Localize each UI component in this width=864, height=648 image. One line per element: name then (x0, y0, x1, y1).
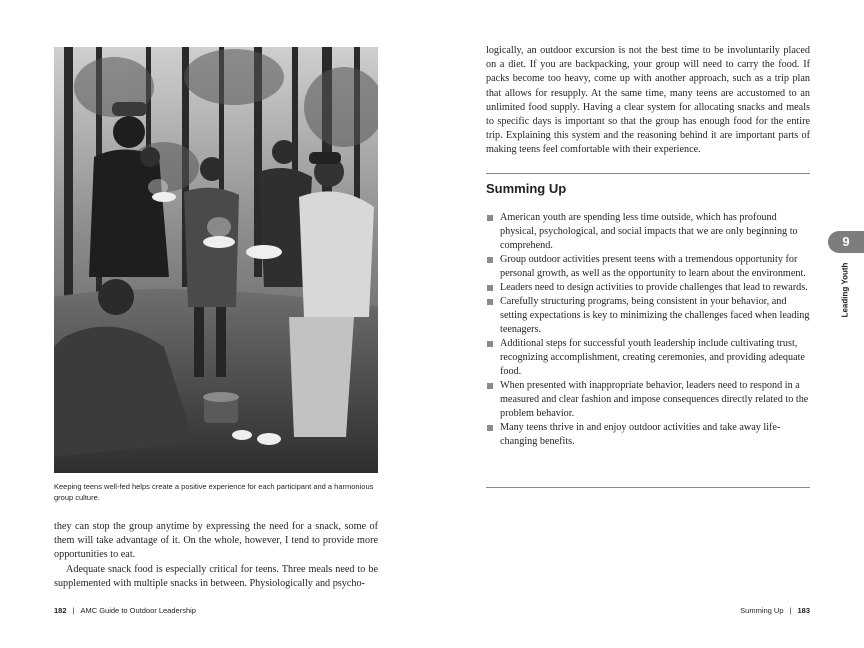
summary-item-text: Additional steps for successful youth leadership include cultivating trust, recognizing accomplishment, creating ceremonies, and providing adequate food. (500, 338, 805, 377)
footer-separator: | (72, 606, 75, 615)
summary-item (486, 379, 810, 421)
summary-item-text: Group outdoor activities present teens with a tremendous opportunity for personal growth, as well as the opportunity to learn about the environment. (500, 254, 806, 279)
section-heading: Summing Up (486, 181, 567, 196)
right-paragraph: logically, an outdoor excursion is not the best time to be involuntarily placed on a diet. If you are backpacking, your group will need to carry the food. If packs become too heavy, come up with another approach, such as a trip plan that allows for resupply. At the same time, many teens are accustomed to an unlimited food supply. Having a clear system for allocating snacks and meals to specific days is important so that the group has enough food for the entire trip. Explaining this system and the reasoning behind it are important parts of making teens feel comfortable with their experience. (486, 45, 810, 156)
left-paragraph: Adequate snack food is especially critical for teens. Three meals need to be supplemented with multiple snacks in between. Physiologically and psycho- (54, 563, 378, 589)
square-bullet-icon (487, 299, 493, 305)
summary-item (486, 337, 810, 379)
summary-item (486, 421, 810, 449)
photo-illustration (54, 47, 378, 473)
right-page-number: 183 (797, 606, 810, 615)
right-body-text (486, 44, 810, 158)
summary-item (486, 295, 810, 337)
section-bottom-rule (486, 487, 810, 488)
footer-left (54, 606, 196, 615)
summary-item (486, 281, 810, 295)
summary-list (486, 211, 810, 449)
left-body-text (54, 520, 378, 591)
left-paragraph: they can stop the group anytime by expressing the need for a snack, some of them will take advantage of it. On the whole, however, I tend to provide more opportunities to eat. (54, 521, 378, 561)
left-page-number: 182 (54, 606, 67, 615)
square-bullet-icon (487, 425, 493, 431)
outdoor-photo (54, 47, 378, 473)
summary-item (486, 253, 810, 281)
summary-item-text: Leaders need to design activities to provide challenges that lead to rewards. (500, 282, 808, 293)
summary-item-text: When presented with inappropriate behavior, leaders need to respond in a measured and clear fashion and impose consequences directly related to the problem behavior. (500, 380, 809, 419)
chapter-label-text: Leading Youth (840, 262, 850, 318)
chapter-number-tab: 9 (828, 231, 864, 253)
summary-item-text: American youth are spending less time outside, which has profound physical, psychological, and social impacts that we are only beginning to comprehend. (500, 212, 798, 251)
section-top-rule (486, 173, 810, 174)
square-bullet-icon (487, 383, 493, 389)
summary-item-text: Carefully structuring programs, being consistent in your behavior, and setting expectations is key to minimizing the challenges faced when leading teenagers. (500, 296, 810, 335)
square-bullet-icon (487, 215, 493, 221)
summary-item (486, 211, 810, 253)
chapter-running-title: Summing Up (740, 606, 784, 615)
square-bullet-icon (487, 341, 493, 347)
book-title: AMC Guide to Outdoor Leadership (80, 606, 196, 615)
footer-separator: | (789, 606, 792, 615)
photo-caption: Keeping teens well-fed helps create a positive experience for each participant and a harmonious group culture. (54, 482, 374, 502)
square-bullet-icon (487, 285, 493, 291)
summary-item-text: Many teens thrive in and enjoy outdoor activities and take away life-changing benefits. (500, 422, 781, 447)
square-bullet-icon (487, 257, 493, 263)
footer-right (740, 606, 810, 615)
